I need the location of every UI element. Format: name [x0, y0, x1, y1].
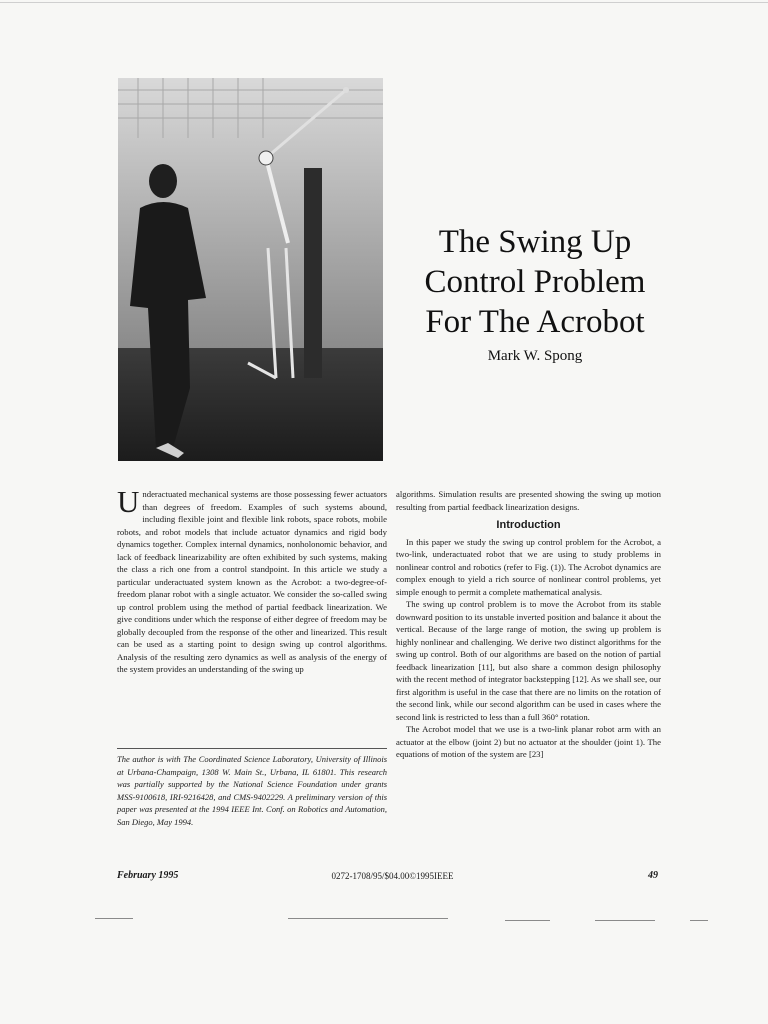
acrobot-photo	[118, 78, 383, 461]
drop-cap: U	[117, 484, 140, 519]
title-line-3: For The Acrobot	[425, 304, 645, 340]
scan-mark	[288, 918, 448, 919]
issue-date: February 1995	[117, 870, 179, 881]
title-line-2: Control Problem	[424, 264, 646, 300]
left-column	[117, 484, 387, 676]
abstract-continuation: algorithms. Simulation results are presented showing the swing up motion resulting from partial feedback linearization designs.	[396, 489, 661, 512]
section-heading-introduction: Introduction	[496, 519, 561, 531]
article-title	[405, 222, 665, 342]
abstract-paragraph	[117, 484, 387, 676]
author-footnote: The author is with The Coordinated Science Laboratory, University of Illinois at Urbana-Champaign, 1308 W. Main St., Urbana, IL 61801. This research was partially supported by the National Science Foundation under grants MSS-9100618, IRI-9216428, and CMS-9402229. A preliminary version of this paper was presented at the 1994 IEEE Int. Conf. on Robotics and Automation, San Diego, May 1994.	[117, 754, 387, 827]
right-column	[396, 488, 661, 761]
copyright-code: 0272-1708/95/$04.00©1995IEEE	[331, 871, 454, 881]
page-number: 49	[648, 870, 658, 881]
title-line-1: The Swing Up	[438, 224, 632, 260]
intro-paragraph-1: In this paper we study the swing up control problem for the Acrobot, a two-link, underactuated robot that we are using to study problems in nonlinear control and robotics (refer to Fig. (1)). The Acrobot dynamics are complex enough to yield a rich source of nonlinear control problems, yet simple enough to permit a complete mathematical analysis.	[396, 536, 661, 597]
intro-paragraph-2: The swing up control problem is to move the Acrobot from its stable downward position to its unstable inverted position and balance it about the vertical. Because of the large range of motion, the swing up problem is highly nonlinear and challenging. We derive two distinct algorithms for the swing up control. Both of our algorithms are based on the notion of partial feedback linearization [11], but also share a common design philosophy with the recent method of integrator backstepping [12]. As we shall see, our first algorithm is useful in the case that there are no limits on the rotation of the second link, while our second algorithm can be used in cases where the second link is restricted to less than a full 360° rotation.	[396, 599, 661, 722]
scan-mark	[95, 918, 133, 919]
intro-paragraph-3: The Acrobot model that we use is a two-link planar robot arm with an actuator at the elbow (joint 2) but no actuator at the shoulder (joint 1). The equations of motion of the system are [23]	[396, 724, 661, 759]
scan-mark	[505, 920, 550, 921]
top-rule	[0, 2, 768, 3]
abstract-text: nderactuated mechanical systems are those possessing fewer actuators than degrees of freedom. Examples of such systems abound, including flexible joint and flexible link robots, space robots, mobile robots, and robot models that include actuator dynamics and rigid body dynamics together. Complex internal dynamics, nonholonomic behavior, and lack of feedback linearizability are often exhibited by such systems, making the class a rich one from a control standpoint. In this article we study a particular underactuated system known as the Acrobot: a two-degree-of-freedom planar robot with a single actuator. We consider the so-called swing up control problem using the method of partial feedback linearization. We give conditions under which the response of either degree of freedom may be globally decoupled from the response of the other and linearized. This result can be used as a starting point to design swing up control algorithms. Analysis of the resulting zero dynamics as well as analysis of the energy of the system provides an understanding of the swing up	[117, 489, 387, 674]
scan-mark	[690, 920, 708, 921]
scan-mark	[595, 920, 655, 921]
footnote-divider	[117, 748, 387, 749]
author-name: Mark W. Spong	[487, 348, 583, 364]
